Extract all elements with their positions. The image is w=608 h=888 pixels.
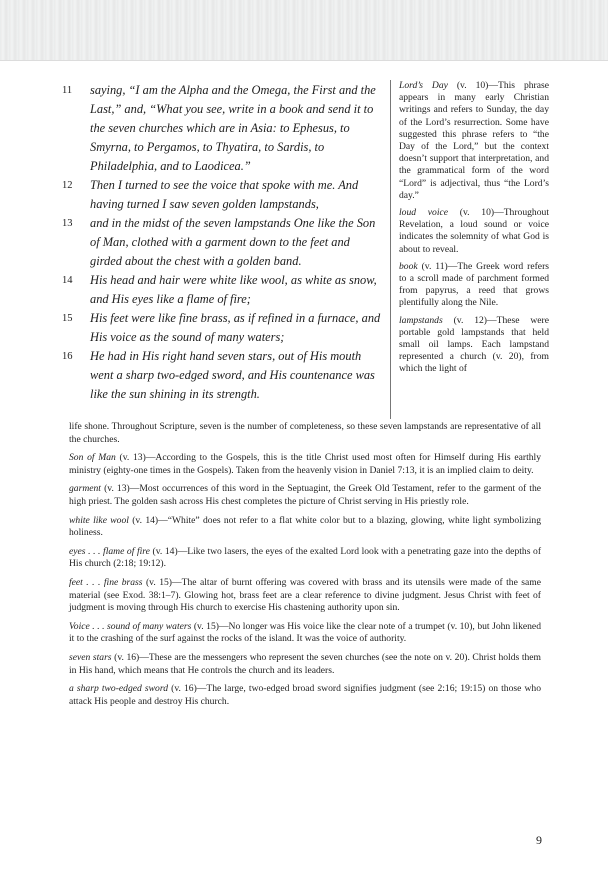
note-ref: (v. 10) bbox=[448, 207, 495, 219]
note-term: white like wool bbox=[69, 514, 129, 526]
note-loud-voice bbox=[399, 207, 549, 256]
note-term: a sharp two-edged sword bbox=[69, 683, 169, 695]
verse-text: and in the midst of the seven lampstands One like the Son of Man, clothed with a garment down to the feet and girded about the chest with a golden band. bbox=[90, 216, 376, 268]
note-ref: (v. 14) bbox=[149, 545, 178, 557]
note-term: loud voice bbox=[399, 207, 449, 219]
note-term: seven stars bbox=[69, 651, 112, 663]
verse-number: 12 bbox=[62, 180, 73, 191]
note-text: —The large, two-edged broad sword signifies judgment (see 2:16; 19:15) on those who attack His people and destroy His church. bbox=[69, 683, 542, 707]
scripture-passage bbox=[62, 81, 384, 404]
note-white-like-wool bbox=[69, 515, 541, 540]
note-text: —“White” does not refer to a flat white color but to a blazing, glowing, white light symbolizing holiness. bbox=[69, 514, 541, 539]
note-lampstands bbox=[399, 315, 549, 376]
note-ref: (v. 10) bbox=[447, 80, 489, 91]
note-ref: (v. 16) bbox=[168, 683, 197, 695]
verse-number: 11 bbox=[62, 85, 73, 96]
note-text: —The altar of burnt offering was covered with brass and its utensils were made of the same material (see Exod. 38:1–7). Glowing hot, brass feet are a clear reference to divine judgment. Jesus Christ with feet of judgment is moving through His church to exercise His chastening authority upon sin. bbox=[69, 576, 542, 614]
note-book bbox=[399, 261, 549, 310]
note-term: Son of Man bbox=[69, 452, 116, 464]
bottom-notes bbox=[69, 421, 541, 714]
verse-11 bbox=[62, 81, 384, 176]
note-ref: (v. 13) bbox=[115, 452, 146, 464]
note-two-edged-sword bbox=[69, 683, 541, 708]
note-eyes-flame-of-fire bbox=[69, 546, 541, 571]
note-term: Voice . . . sound of many waters bbox=[69, 620, 192, 632]
note-term: eyes . . . flame of fire bbox=[69, 545, 150, 557]
note-ref: (v. 12) bbox=[442, 314, 487, 326]
verse-13 bbox=[62, 214, 384, 271]
note-ref: (v. 16) bbox=[111, 651, 140, 663]
note-voice-many-waters bbox=[69, 621, 541, 646]
verse-12 bbox=[62, 176, 384, 214]
note-feet-fine-brass bbox=[69, 577, 541, 615]
note-text: —The Greek word refers to a scroll made of parchment formed from papyrus, a reed that grows plentifully along the Nile. bbox=[399, 260, 549, 309]
verse-number: 13 bbox=[62, 218, 73, 229]
verse-text: His feet were like fine brass, as if refined in a furnace, and His voice as the sound of many waters; bbox=[90, 311, 381, 344]
verse-text: His head and hair were white like wool, as white as snow, and His eyes like a flame of fire; bbox=[90, 273, 377, 306]
note-text: —No longer was His voice like the clear note of a trumpet (v. 10), but John likened it to the crashing of the surf against the rocks of the island. It was the voice of authority. bbox=[69, 620, 541, 645]
note-continuation: life shone. Throughout Scripture, seven is the number of completeness, so these seven lampstands are representative of all the churches. bbox=[69, 421, 541, 445]
note-term: feet . . . fine brass bbox=[69, 576, 143, 588]
verse-14 bbox=[62, 271, 384, 309]
note-term: garment bbox=[69, 483, 101, 495]
header-band bbox=[0, 0, 608, 61]
note-ref: (v. 15) bbox=[142, 576, 173, 588]
note-term: book bbox=[399, 260, 418, 272]
verse-number: 14 bbox=[62, 275, 73, 286]
note-text: —This phrase appears in many early Christian writings and refers to Sunday, the day of the Lord’s resurrection. Some have suggested this phrase refers to “the Day of the Lord,” but the context doesn’t support that interpretation, and the grammatical form of the word “Lord” is adjectival, thus “the Lord’s day.” bbox=[399, 80, 549, 201]
note-seven-stars bbox=[69, 652, 541, 677]
verse-number: 16 bbox=[62, 351, 73, 362]
note-ref: (v. 11) bbox=[417, 260, 448, 272]
note-text: —Like two lasers, the eyes of the exalted Lord look with a penetrating gaze into the depths of His church (2:18; 19:12). bbox=[69, 545, 542, 570]
verse-number: 15 bbox=[62, 313, 73, 324]
verse-text: He had in His right hand seven stars, out of His mouth went a sharp two-edged sword, and His countenance was like the sun shining in its strength. bbox=[90, 349, 375, 401]
note-term: lampstands bbox=[399, 314, 443, 326]
note-term: Lord’s Day bbox=[399, 80, 448, 91]
side-notes bbox=[390, 80, 549, 419]
verse-text: saying, “I am the Alpha and the Omega, the First and the Last,” and, “What you see, write in a book and send it to the seven churches which are in Asia: to Ephesus, to Smyrna, to Pergamos, to Thyatira, to Sardis, to Philadelphia, and to Laodicea.” bbox=[90, 83, 376, 173]
note-text: —According to the Gospels, this is the title Christ used most often for Himself during His earthly ministry (eighty-one times in the Gospels). Taken from the heavenly vision in Daniel 7:13, it is an implied claim to deity. bbox=[69, 452, 541, 476]
note-text: —Most occurrences of this word in the Septuagint, the Greek Old Testament, refer to the garment of the high priest. The golden sash across His chest completes the picture of Christ serving in His priestly role. bbox=[69, 483, 541, 507]
note-text: —Throughout Revelation, a loud sound or voice indicates the solemnity of what God is about to reveal. bbox=[399, 207, 549, 255]
verse-15 bbox=[62, 309, 384, 347]
note-text: —These are the messengers who represent the seven churches (see the note on v. 20). Christ holds them in His hand, which means that He controls the church and its leaders. bbox=[69, 651, 541, 676]
note-ref: (v. 13) bbox=[100, 483, 130, 495]
note-text: —These were portable gold lampstands that held small oil lamps. Each lampstand represented a church (v. 20), from which the light of bbox=[399, 314, 549, 375]
note-ref: (v. 15) bbox=[191, 620, 219, 632]
note-son-of-man bbox=[69, 452, 541, 477]
note-garment bbox=[69, 483, 541, 508]
note-ref: (v. 14) bbox=[128, 514, 159, 526]
verse-text: Then I turned to see the voice that spoke with me. And having turned I saw seven golden lampstands, bbox=[90, 178, 359, 211]
page-number: 9 bbox=[536, 833, 542, 847]
note-lords-day bbox=[399, 80, 549, 202]
verse-16 bbox=[62, 347, 384, 404]
